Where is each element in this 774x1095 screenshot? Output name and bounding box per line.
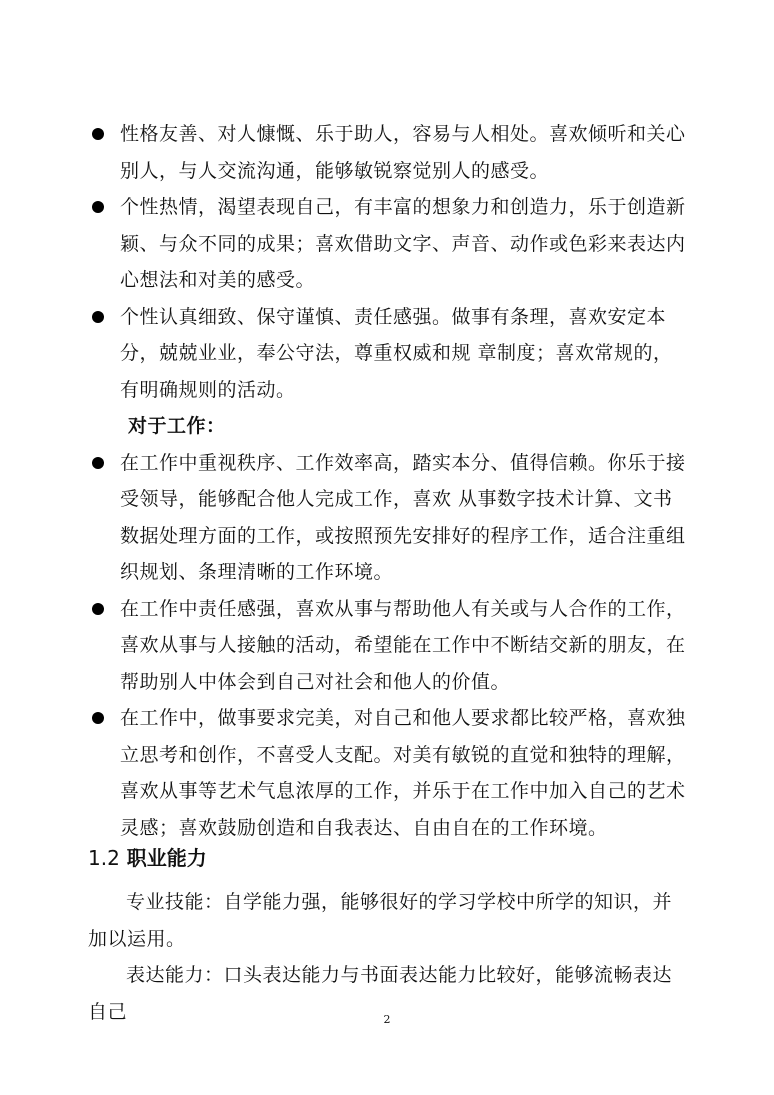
bullet-icon — [92, 311, 104, 323]
paragraph-professional-skills: 专业技能：自学能力强，能够很好的学习学校中所学的知识，并加以运用。 — [88, 891, 673, 950]
list-item — [88, 700, 688, 846]
section-title-text: 职业能力 — [126, 846, 207, 870]
list-item-text: 性格友善、对人慷慨、乐于助人，容易与人相处。喜欢倾听和关心别人，与人交流沟通，能够敏锐察觉别人的感受。 — [120, 123, 686, 182]
bullet-icon — [92, 712, 104, 724]
page-number: 2 — [383, 1013, 391, 1026]
list-item — [88, 591, 688, 701]
list-item — [88, 189, 688, 299]
list-item-text: 个性认真细致、保守谨慎、责任感强。做事有条理，喜欢安定本分，兢兢业业，奉公守法，尊重权威和规 章制度；喜欢常规的，有明确规则的活动。 — [120, 305, 673, 401]
list-item-text: 在工作中责任感强，喜欢从事与帮助他人有关或与人合作的工作，喜欢从事与人接触的活动，希望能在工作中不断结交新的朋友，在帮助别人中体会到自己对社会和他人的价值。 — [120, 597, 686, 693]
list-item — [88, 116, 688, 189]
section-number: 1.2 — [88, 846, 120, 870]
list-item — [88, 299, 688, 409]
bullet-icon — [92, 603, 104, 615]
bullet-icon — [92, 201, 104, 213]
list-item-text: 个性热情，渴望表现自己，有丰富的想象力和创造力，乐于创造新颖、与众不同的成果；喜欢借助文字、声音、动作或色彩来表达内心想法和对美的感受。 — [120, 196, 686, 291]
bullet-icon — [92, 128, 104, 140]
list-item — [88, 445, 688, 591]
paragraph-expression-ability: 表达能力：口头表达能力与书面表达能力比较好，能够流畅表达自己 — [88, 964, 673, 1023]
work-subheading: 对于工作： — [128, 415, 226, 437]
list-item-text: 在工作中重视秩序、工作效率高，踏实本分、值得信赖。你乐于接受领导，能够配合他人完成工作，喜欢 从事数字技术计算、文书数据处理方面的工作，或按照预先安排好的程序工作，适合注重组织规划、条理清晰的工作环境。 — [120, 451, 686, 583]
section-heading — [88, 843, 207, 873]
trait-list — [88, 116, 688, 846]
list-item-text: 在工作中，做事要求完美，对自己和他人要求都比较严格，喜欢独立思考和创作，不喜受人支配。对美有敏锐的直觉和独特的理解，喜欢从事等艺术气息浓厚的工作，并乐于在工作中加入自己的艺术灵感；喜欢鼓励创造和自我表达、自由自在的工作环境。 — [120, 707, 686, 839]
bullet-icon — [92, 457, 104, 469]
